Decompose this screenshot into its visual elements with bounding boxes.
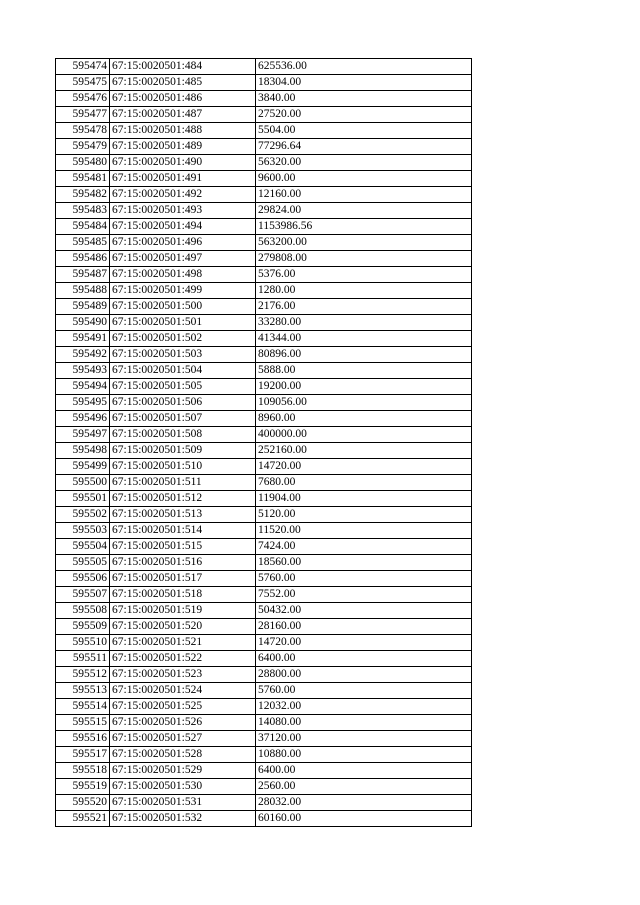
value-cell: 29824.00 [256,203,472,219]
table-row [56,491,472,507]
cadastral-number-cell: 67:15:0020501:499 [110,283,256,299]
cadastral-number-cell: 67:15:0020501:486 [110,91,256,107]
cadastral-number-cell: 67:15:0020501:529 [110,763,256,779]
table-row [56,107,472,123]
table-row [56,763,472,779]
table-row [56,219,472,235]
cadastral-number-cell: 67:15:0020501:490 [110,155,256,171]
value-cell: 7680.00 [256,475,472,491]
table-row [56,347,472,363]
table-row [56,91,472,107]
record-id-cell: 595488 [56,283,110,299]
cadastral-number-cell: 67:15:0020501:524 [110,683,256,699]
table-row [56,667,472,683]
table-row [56,75,472,91]
table-row [56,267,472,283]
cadastral-number-cell: 67:15:0020501:522 [110,651,256,667]
record-id-cell: 595481 [56,171,110,187]
record-id-cell: 595507 [56,587,110,603]
record-id-cell: 595489 [56,299,110,315]
value-cell: 80896.00 [256,347,472,363]
cadastral-number-cell: 67:15:0020501:498 [110,267,256,283]
record-id-cell: 595492 [56,347,110,363]
cadastral-number-cell: 67:15:0020501:509 [110,443,256,459]
document-page [55,58,472,827]
cadastral-number-cell: 67:15:0020501:488 [110,123,256,139]
cadastral-number-cell: 67:15:0020501:515 [110,539,256,555]
record-id-cell: 595520 [56,795,110,811]
value-cell: 28800.00 [256,667,472,683]
value-cell: 1280.00 [256,283,472,299]
record-id-cell: 595478 [56,123,110,139]
value-cell: 9600.00 [256,171,472,187]
record-id-cell: 595497 [56,427,110,443]
record-id-cell: 595511 [56,651,110,667]
value-cell: 5120.00 [256,507,472,523]
table-row [56,235,472,251]
value-cell: 41344.00 [256,331,472,347]
table-row [56,651,472,667]
value-cell: 6400.00 [256,763,472,779]
record-id-cell: 595480 [56,155,110,171]
value-cell: 109056.00 [256,395,472,411]
record-id-cell: 595509 [56,619,110,635]
record-id-cell: 595494 [56,379,110,395]
table-row [56,779,472,795]
cadastral-number-cell: 67:15:0020501:530 [110,779,256,795]
value-cell: 5888.00 [256,363,472,379]
table-row [56,443,472,459]
record-id-cell: 595487 [56,267,110,283]
cadastral-number-cell: 67:15:0020501:501 [110,315,256,331]
value-cell: 3840.00 [256,91,472,107]
value-cell: 252160.00 [256,443,472,459]
table-row [56,427,472,443]
value-cell: 625536.00 [256,59,472,75]
record-id-cell: 595517 [56,747,110,763]
record-id-cell: 595515 [56,715,110,731]
value-cell: 5376.00 [256,267,472,283]
record-id-cell: 595483 [56,203,110,219]
cadastral-number-cell: 67:15:0020501:484 [110,59,256,75]
table-row [56,299,472,315]
cadastral-number-cell: 67:15:0020501:502 [110,331,256,347]
record-id-cell: 595476 [56,91,110,107]
value-cell: 1153986.56 [256,219,472,235]
record-id-cell: 595506 [56,571,110,587]
cadastral-number-cell: 67:15:0020501:519 [110,603,256,619]
cadastral-number-cell: 67:15:0020501:528 [110,747,256,763]
table-row [56,379,472,395]
record-id-cell: 595510 [56,635,110,651]
value-cell: 27520.00 [256,107,472,123]
record-id-cell: 595505 [56,555,110,571]
value-cell: 33280.00 [256,315,472,331]
table-row [56,619,472,635]
table-row [56,363,472,379]
table-row [56,123,472,139]
value-cell: 7424.00 [256,539,472,555]
value-cell: 56320.00 [256,155,472,171]
cadastral-number-cell: 67:15:0020501:506 [110,395,256,411]
cadastral-number-cell: 67:15:0020501:531 [110,795,256,811]
record-id-cell: 595495 [56,395,110,411]
cadastral-number-cell: 67:15:0020501:516 [110,555,256,571]
value-cell: 2176.00 [256,299,472,315]
cadastral-value-table [55,58,472,827]
cadastral-number-cell: 67:15:0020501:517 [110,571,256,587]
table-row [56,139,472,155]
value-cell: 14080.00 [256,715,472,731]
cadastral-number-cell: 67:15:0020501:525 [110,699,256,715]
value-cell: 12160.00 [256,187,472,203]
cadastral-number-cell: 67:15:0020501:507 [110,411,256,427]
table-row [56,571,472,587]
value-cell: 14720.00 [256,459,472,475]
table-row [56,603,472,619]
cadastral-number-cell: 67:15:0020501:505 [110,379,256,395]
value-cell: 77296.64 [256,139,472,155]
table-row [56,715,472,731]
value-cell: 28160.00 [256,619,472,635]
value-cell: 279808.00 [256,251,472,267]
cadastral-number-cell: 67:15:0020501:491 [110,171,256,187]
record-id-cell: 595518 [56,763,110,779]
value-cell: 5504.00 [256,123,472,139]
cadastral-number-cell: 67:15:0020501:513 [110,507,256,523]
record-id-cell: 595504 [56,539,110,555]
record-id-cell: 595508 [56,603,110,619]
record-id-cell: 595514 [56,699,110,715]
record-id-cell: 595482 [56,187,110,203]
table-row [56,731,472,747]
table-body [56,59,472,827]
value-cell: 563200.00 [256,235,472,251]
record-id-cell: 595501 [56,491,110,507]
table-row [56,811,472,827]
record-id-cell: 595484 [56,219,110,235]
record-id-cell: 595486 [56,251,110,267]
table-row [56,795,472,811]
record-id-cell: 595503 [56,523,110,539]
value-cell: 14720.00 [256,635,472,651]
cadastral-number-cell: 67:15:0020501:514 [110,523,256,539]
record-id-cell: 595499 [56,459,110,475]
value-cell: 60160.00 [256,811,472,827]
value-cell: 28032.00 [256,795,472,811]
value-cell: 18304.00 [256,75,472,91]
table-row [56,539,472,555]
cadastral-number-cell: 67:15:0020501:510 [110,459,256,475]
table-row [56,523,472,539]
record-id-cell: 595475 [56,75,110,91]
table-row [56,283,472,299]
table-row [56,507,472,523]
record-id-cell: 595491 [56,331,110,347]
record-id-cell: 595521 [56,811,110,827]
table-row [56,411,472,427]
value-cell: 8960.00 [256,411,472,427]
value-cell: 18560.00 [256,555,472,571]
record-id-cell: 595490 [56,315,110,331]
cadastral-number-cell: 67:15:0020501:523 [110,667,256,683]
table-row [56,315,472,331]
record-id-cell: 595498 [56,443,110,459]
value-cell: 7552.00 [256,587,472,603]
value-cell: 2560.00 [256,779,472,795]
value-cell: 37120.00 [256,731,472,747]
record-id-cell: 595513 [56,683,110,699]
record-id-cell: 595485 [56,235,110,251]
table-row [56,555,472,571]
record-id-cell: 595502 [56,507,110,523]
cadastral-number-cell: 67:15:0020501:512 [110,491,256,507]
table-row [56,331,472,347]
table-row [56,395,472,411]
cadastral-number-cell: 67:15:0020501:508 [110,427,256,443]
cadastral-number-cell: 67:15:0020501:487 [110,107,256,123]
record-id-cell: 595479 [56,139,110,155]
cadastral-number-cell: 67:15:0020501:520 [110,619,256,635]
table-row [56,251,472,267]
record-id-cell: 595516 [56,731,110,747]
cadastral-number-cell: 67:15:0020501:527 [110,731,256,747]
cadastral-number-cell: 67:15:0020501:485 [110,75,256,91]
table-row [56,171,472,187]
table-row [56,155,472,171]
cadastral-number-cell: 67:15:0020501:518 [110,587,256,603]
record-id-cell: 595474 [56,59,110,75]
table-row [56,683,472,699]
value-cell: 5760.00 [256,571,472,587]
cadastral-number-cell: 67:15:0020501:492 [110,187,256,203]
value-cell: 400000.00 [256,427,472,443]
cadastral-number-cell: 67:15:0020501:503 [110,347,256,363]
cadastral-number-cell: 67:15:0020501:511 [110,475,256,491]
value-cell: 11904.00 [256,491,472,507]
record-id-cell: 595493 [56,363,110,379]
table-row [56,587,472,603]
value-cell: 12032.00 [256,699,472,715]
cadastral-number-cell: 67:15:0020501:532 [110,811,256,827]
value-cell: 10880.00 [256,747,472,763]
cadastral-number-cell: 67:15:0020501:526 [110,715,256,731]
value-cell: 19200.00 [256,379,472,395]
record-id-cell: 595512 [56,667,110,683]
record-id-cell: 595500 [56,475,110,491]
table-row [56,635,472,651]
cadastral-number-cell: 67:15:0020501:489 [110,139,256,155]
value-cell: 6400.00 [256,651,472,667]
table-row [56,203,472,219]
cadastral-number-cell: 67:15:0020501:494 [110,219,256,235]
value-cell: 50432.00 [256,603,472,619]
value-cell: 5760.00 [256,683,472,699]
cadastral-number-cell: 67:15:0020501:504 [110,363,256,379]
table-row [56,59,472,75]
table-row [56,459,472,475]
cadastral-number-cell: 67:15:0020501:521 [110,635,256,651]
cadastral-number-cell: 67:15:0020501:500 [110,299,256,315]
cadastral-number-cell: 67:15:0020501:497 [110,251,256,267]
record-id-cell: 595496 [56,411,110,427]
table-row [56,475,472,491]
record-id-cell: 595519 [56,779,110,795]
record-id-cell: 595477 [56,107,110,123]
table-row [56,699,472,715]
cadastral-number-cell: 67:15:0020501:496 [110,235,256,251]
cadastral-number-cell: 67:15:0020501:493 [110,203,256,219]
value-cell: 11520.00 [256,523,472,539]
table-row [56,747,472,763]
table-row [56,187,472,203]
